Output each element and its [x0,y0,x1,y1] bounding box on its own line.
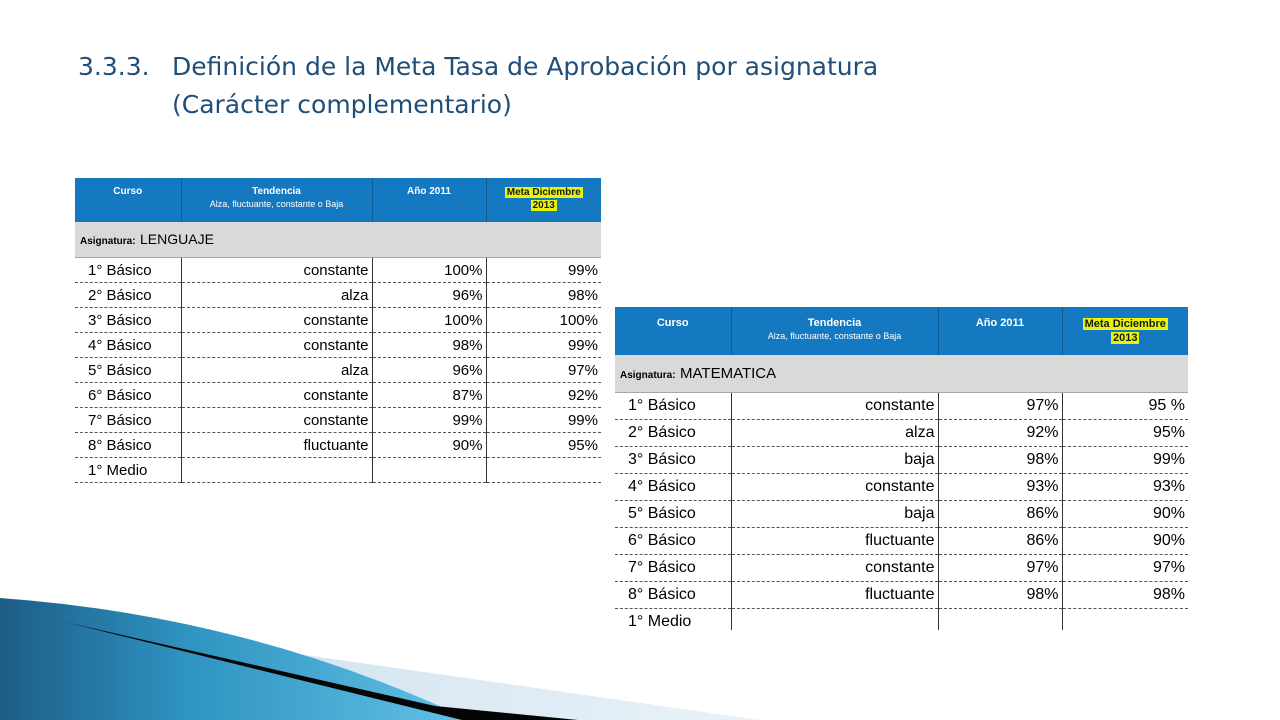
col-meta-header [486,178,601,222]
table-row [75,308,601,333]
title-number: 3.3.3. [78,52,150,81]
col-meta-header [1062,307,1188,355]
anio-2011-cell: 86% [938,501,1062,528]
curso-cell: 3° Básico [615,447,731,474]
tendencia-cell: alza [181,283,372,308]
curso-cell: 5° Básico [75,358,181,383]
meta-highlight-year: 2013 [532,200,555,211]
col-curso-header: Curso [615,307,731,355]
subject-name: MATEMATICA [680,364,777,382]
curso-cell: 6° Básico [75,383,181,408]
tendencia-cell: constante [731,393,938,420]
curso-cell: 4° Básico [615,474,731,501]
anio-2011-cell: 92% [938,420,1062,447]
anio-2011-cell: 98% [372,333,486,358]
curso-cell: 2° Básico [75,283,181,308]
anio-2011-cell [372,458,486,483]
meta-2013-cell: 99% [486,333,601,358]
anio-2011-cell: 96% [372,358,486,383]
meta-2013-cell: 98% [1062,582,1188,609]
meta-highlight: Meta Diciembre [506,187,581,198]
curso-cell: 4° Básico [75,333,181,358]
table-row [75,258,601,283]
meta-2013-cell: 90% [1062,501,1188,528]
subject-label: Asignatura: [80,235,136,247]
anio-2011-cell: 90% [372,433,486,458]
table-row [615,474,1188,501]
anio-2011-cell: 97% [938,555,1062,582]
meta-2013-cell [1062,609,1188,631]
table-row [615,393,1188,420]
table-row [75,408,601,433]
anio-2011-cell: 97% [938,393,1062,420]
tendencia-cell: baja [731,447,938,474]
meta-2013-cell: 95% [486,433,601,458]
curso-cell: 7° Básico [75,408,181,433]
curso-cell: 8° Básico [615,582,731,609]
anio-2011-cell: 98% [938,582,1062,609]
meta-2013-cell: 99% [486,258,601,283]
curso-cell: 6° Básico [615,528,731,555]
meta-2013-cell: 98% [486,283,601,308]
anio-2011-cell: 96% [372,283,486,308]
meta-2013-cell: 95 % [1062,393,1188,420]
meta-highlight-year: 2013 [1113,332,1138,345]
tendencia-cell [731,609,938,631]
lenguaje-table [75,178,601,494]
curso-cell: 1° Medio [75,458,181,483]
meta-2013-cell [486,458,601,483]
table-row [75,458,601,483]
meta-2013-cell: 99% [486,408,601,433]
anio-2011-cell: 100% [372,258,486,283]
anio-2011-cell: 99% [372,408,486,433]
decorative-swoosh [0,598,760,720]
tendencia-subheader: Alza, fluctuante, constante o Baja [767,331,902,341]
tendencia-cell: constante [181,333,372,358]
anio-2011-cell: 93% [938,474,1062,501]
tendencia-cell: constante [731,474,938,501]
curso-cell: 1° Básico [615,393,731,420]
curso-cell: 1° Básico [75,258,181,283]
table-row [615,555,1188,582]
meta-highlight: Meta Diciembre [1084,318,1166,330]
anio-2011-cell: 87% [372,383,486,408]
meta-2013-cell: 95% [1062,420,1188,447]
meta-2013-cell: 93% [1062,474,1188,501]
table-row [75,333,601,358]
meta-2013-cell: 97% [1062,555,1188,582]
table-row [75,283,601,308]
header-row [615,307,1188,355]
col-curso-header: Curso [75,178,181,222]
tendencia-cell: constante [181,408,372,433]
subject-row [615,355,1188,393]
tendencia-cell [181,458,372,483]
tendencia-cell: fluctuante [731,582,938,609]
meta-2013-cell: 100% [486,308,601,333]
table-row [615,420,1188,447]
col-tendencia-header: Tendencia Alza, fluctuante, constante o Baja [731,307,938,355]
tendencia-cell: constante [181,258,372,283]
header-row [75,178,601,222]
matematica-grid [615,307,1188,630]
anio-2011-cell: 86% [938,528,1062,555]
table-row [75,358,601,383]
subject-row [75,222,601,258]
subject-label: Asignatura: [620,369,676,381]
meta-2013-cell: 92% [486,383,601,408]
col-anio-header: Año 2011 [938,307,1062,355]
lenguaje-grid [75,178,601,483]
curso-cell: 1° Medio [615,609,731,631]
curso-cell: 5° Básico [615,501,731,528]
tendencia-cell: constante [181,383,372,408]
table-row [75,433,601,458]
anio-2011-cell: 98% [938,447,1062,474]
curso-cell: 8° Básico [75,433,181,458]
table-row [75,383,601,408]
table-row [615,528,1188,555]
tendencia-cell: fluctuante [731,528,938,555]
meta-2013-cell: 90% [1062,528,1188,555]
curso-cell: 2° Básico [615,420,731,447]
meta-2013-cell: 99% [1062,447,1188,474]
curso-cell: 7° Básico [615,555,731,582]
curso-cell: 3° Básico [75,308,181,333]
table-row [615,447,1188,474]
tendencia-cell: alza [731,420,938,447]
subject-name: LENGUAJE [140,230,214,247]
tendencia-cell: constante [181,308,372,333]
col-anio-header: Año 2011 [372,178,486,222]
meta-2013-cell: 97% [486,358,601,383]
col-tendencia-header: Tendencia Alza, fluctuante, constante o Baja [181,178,372,222]
tendencia-cell: alza [181,358,372,383]
tendencia-subheader: Alza, fluctuante, constante o Baja [209,199,344,209]
tendencia-cell: fluctuante [181,433,372,458]
matematica-table [615,307,1188,630]
anio-2011-cell: 100% [372,308,486,333]
title-text: Definición de la Meta Tasa de Aprobación por asignatura (Carácter complementario) [172,52,879,119]
tendencia-cell: baja [731,501,938,528]
anio-2011-cell [938,609,1062,631]
table-row [615,501,1188,528]
tendencia-cell: constante [731,555,938,582]
